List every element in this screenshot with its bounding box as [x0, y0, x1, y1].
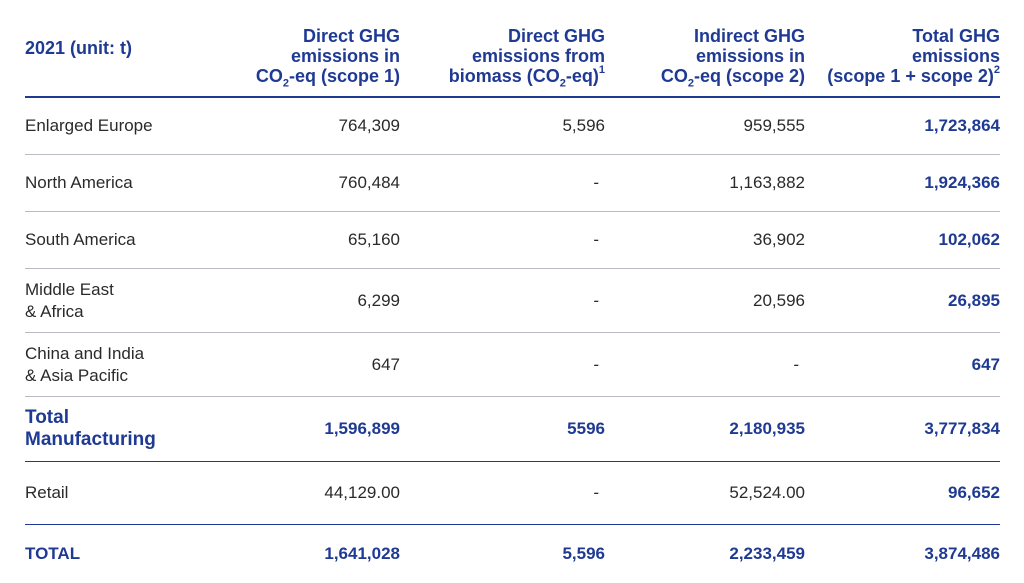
table-row — [25, 269, 1000, 333]
scope2-value: 959,555 — [605, 97, 805, 155]
scope2-value: 20,596 — [605, 269, 805, 333]
biomass-value: 5,596 — [400, 97, 605, 155]
biomass-value: - — [400, 462, 605, 525]
region-label: South America — [25, 212, 220, 269]
ghg-emissions-table — [25, 10, 1000, 583]
total-value: 26,895 — [805, 269, 1000, 333]
region-label: China and India & Asia Pacific — [25, 333, 220, 397]
region-label: North America — [25, 155, 220, 212]
biomass-value: - — [400, 269, 605, 333]
grand-total-label: TOTAL — [25, 525, 220, 583]
header-direct-biomass: Direct GHG emissions from biomass $(CO_2-eq)^1$ — [400, 10, 605, 97]
biomass-value: - — [400, 333, 605, 397]
total-value: 3,777,834 — [805, 397, 1000, 462]
biomass-value: 5,596 — [400, 525, 605, 583]
table-row — [25, 155, 1000, 212]
header-direct-scope1: Direct GHG emissions in $CO_2-eq$ (scope 1) — [220, 10, 400, 97]
total-value: 3,874,486 — [805, 525, 1000, 583]
biomass-value: - — [400, 212, 605, 269]
scope2-value: 2,233,459 — [605, 525, 805, 583]
total-value: 102,062 — [805, 212, 1000, 269]
table-row — [25, 212, 1000, 269]
biomass-value: 5596 — [400, 397, 605, 462]
scope2-value: 52,524.00 — [605, 462, 805, 525]
scope1-value: 1,596,899 — [220, 397, 400, 462]
scope2-value: 36,902 — [605, 212, 805, 269]
region-label: Enlarged Europe — [25, 97, 220, 155]
retail-label: Retail — [25, 462, 220, 525]
table-row — [25, 97, 1000, 155]
region-label: Middle East & Africa — [25, 269, 220, 333]
scope1-value: 760,484 — [220, 155, 400, 212]
subtotal-label: Total Manufacturing — [25, 397, 220, 462]
scope1-value: 44,129.00 — [220, 462, 400, 525]
total-value: 1,723,864 — [805, 97, 1000, 155]
total-value: 96,652 — [805, 462, 1000, 525]
header-row — [25, 10, 1000, 97]
header-year-unit: 2021 (unit: t) — [25, 10, 220, 97]
header-indirect-scope2: Indirect GHG emissions in $CO_2-eq$ (scope 2) — [605, 10, 805, 97]
scope2-value: - — [605, 333, 805, 397]
scope1-value: 6,299 — [220, 269, 400, 333]
scope2-value: 1,163,882 — [605, 155, 805, 212]
scope1-value: 647 — [220, 333, 400, 397]
scope2-value: 2,180,935 — [605, 397, 805, 462]
header-total-ghg: Total GHG emissions (scope 1 + scope 2)$^2$ — [805, 10, 1000, 97]
total-value: 647 — [805, 333, 1000, 397]
scope1-value: 65,160 — [220, 212, 400, 269]
scope1-value: 1,641,028 — [220, 525, 400, 583]
scope1-value: 764,309 — [220, 97, 400, 155]
biomass-value: - — [400, 155, 605, 212]
grand-total-row — [25, 525, 1000, 583]
retail-row — [25, 462, 1000, 525]
footnote-marker-2: 2 — [994, 64, 1000, 76]
footnote-marker-1: 1 — [599, 64, 605, 76]
table-row — [25, 333, 1000, 397]
subtotal-row — [25, 397, 1000, 462]
total-value: 1,924,366 — [805, 155, 1000, 212]
